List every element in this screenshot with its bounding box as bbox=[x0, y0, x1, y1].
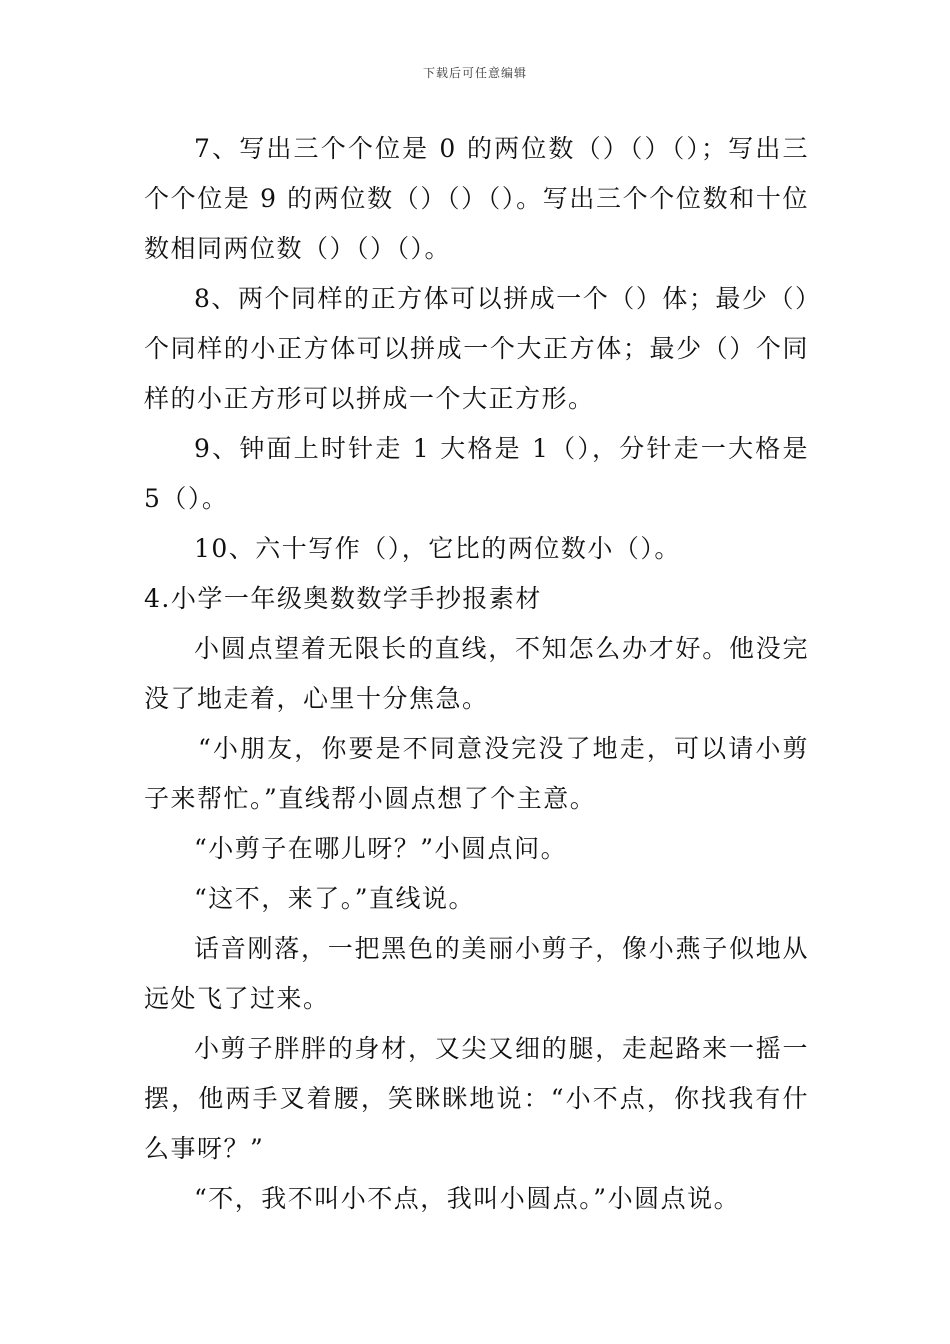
question-10: 10、六十写作（），它比的两位数小（）。 bbox=[194, 534, 681, 563]
question-8: 8、两个同样的正方体可以拼成一个（）体；最少（）个同样的小正方体可以拼成一个大正方体；最少（）个同样的小正方形可以拼成一个大正方形。 bbox=[144, 284, 809, 413]
story-paragraph: 话音刚落，一把黑色的美丽小剪子，像小燕子似地从远处飞了过来。 bbox=[144, 934, 809, 1013]
story-paragraph: “小剪子在哪儿呀？”小圆点问。 bbox=[194, 834, 568, 863]
story-paragraph: “小朋友，你要是不同意没完没了地走，可以请小剪子来帮忙。”直线帮小圆点想了个主意。 bbox=[144, 734, 809, 813]
story-paragraph: “不，我不叫小不点，我叫小圆点。”小圆点说。 bbox=[194, 1184, 741, 1213]
story-paragraph: “这不，来了。”直线说。 bbox=[194, 884, 476, 913]
story-paragraph: 小圆点望着无限长的直线，不知怎么办才好。他没完没了地走着，心里十分焦急。 bbox=[144, 634, 809, 713]
document-body bbox=[144, 124, 809, 1224]
question-7: 7、写出三个个位是 0 的两位数（）（）（）；写出三个个位是 9 的两位数（）（）（）。写出三个个位数和十位数相同两位数（）（）（）。 bbox=[144, 134, 809, 263]
story-paragraph: 小剪子胖胖的身材，又尖又细的腿，走起路来一摇一摆，他两手叉着腰，笑眯眯地说：“小不点，你找我有什么事呀？” bbox=[144, 1034, 809, 1163]
section-heading: 4.小学一年级奥数数学手抄报素材 bbox=[144, 584, 542, 613]
question-9: 9、钟面上时针走 1 大格是 1（），分针走一大格是 5（）。 bbox=[144, 434, 809, 513]
page-header: 下载后可任意编辑 bbox=[422, 66, 527, 80]
